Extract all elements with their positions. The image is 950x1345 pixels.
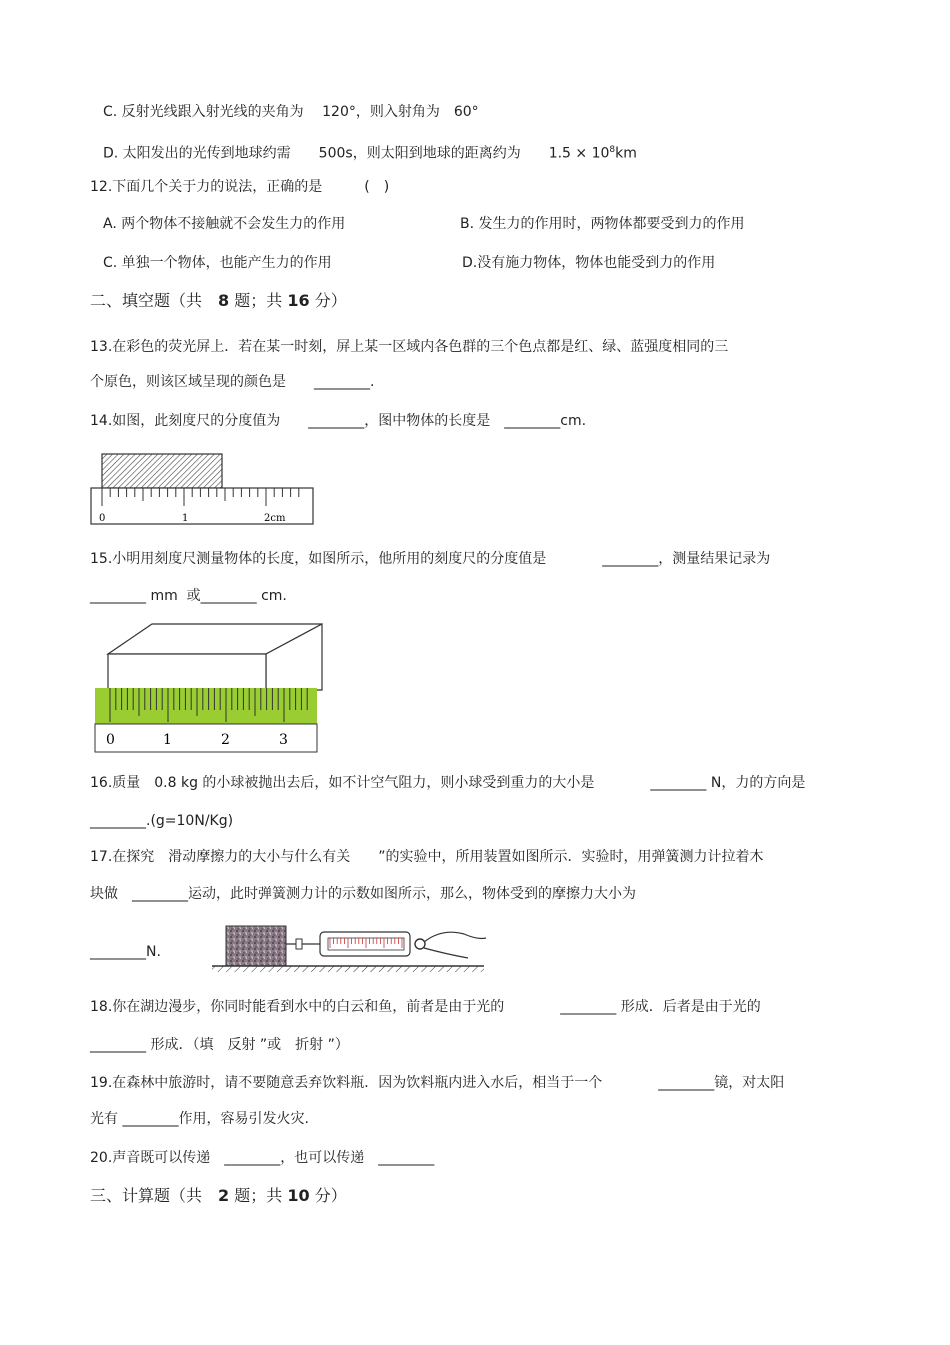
q17-line1: 17.在探究 滑动摩擦力的大小与什么有关 ”的实验中，所用装置如图所示．实验时，用弹簧测力计拉着木 <box>90 849 764 865</box>
q15-label-2: 2 <box>221 732 230 748</box>
section-heading-fill-in: 二、填空题（共 8 题；共 16 分） <box>90 291 347 310</box>
q11-option-d-text: D. 太阳发出的光传到地球约需 500s，则太阳到地球的距离约为 1.5 × 10 <box>103 145 610 162</box>
q15-ruler-figure <box>92 620 327 755</box>
q17-line2: 块做 ________运动，此时弹簧测力计的示数如图所示，那么，物体受到的摩擦力大小为 <box>90 886 636 902</box>
section-heading-calculation: 三、计算题（共 2 题；共 10 分） <box>90 1186 347 1205</box>
q17-wood-block <box>226 926 286 966</box>
q14-label-0: 0 <box>99 513 106 524</box>
q12-option-c: C. 单独一个物体，也能产生力的作用 <box>103 255 332 271</box>
q17-hand <box>424 932 486 942</box>
q11-unit: km <box>615 145 637 162</box>
q15-line2: ________ mm 或________ cm. <box>90 588 287 604</box>
q12-option-a: A. 两个物体不接触就不会发生力的作用 <box>103 216 346 232</box>
q14-stem: 14.如图，此刻度尺的分度值为 ________，图中物体的长度是 ________cm. <box>90 413 587 429</box>
q15-label-3: 3 <box>279 732 288 748</box>
q18-line2: ________ 形成．（填 反射 ”或 折射 ”） <box>90 1037 349 1053</box>
q14-ruler-figure <box>88 450 316 528</box>
q13-line2: 个原色，则该区域呈现的颜色是 ________. <box>90 374 375 390</box>
q15-line1: 15.小明用刻度尺测量物体的长度，如图所示，他所用的刻度尺的分度值是 ________，测量结果记录为 <box>90 551 771 567</box>
q15-label-0: 0 <box>106 732 115 748</box>
q11-option-c: C. 反射光线跟入射光线的夹角为 120°，则入射角为 60° <box>103 104 479 120</box>
q11-option-d <box>103 141 637 163</box>
q12-stem: 12.下面几个关于力的说法，正确的是 ( ) <box>90 179 390 195</box>
q17-friction-figure <box>212 918 487 974</box>
q15-box-front <box>108 654 266 690</box>
q17-line3: ________N. <box>90 944 161 960</box>
q16-line2: ________.(g=10N/Kg) <box>90 813 234 829</box>
q19-line1: 19.在森林中旅游时，请不要随意丢弃饮料瓶．因为饮料瓶内进入水后，相当于一个 ________镜，对太阳 <box>90 1075 785 1091</box>
q14-object <box>102 454 222 488</box>
q12-option-d: D.没有施力物体，物体也能受到力的作用 <box>462 255 716 271</box>
q11-exponent: 8 <box>609 145 616 155</box>
q12-option-b: B. 发生力的作用时，两物体都要受到力的作用 <box>460 216 745 232</box>
q15-label-1: 1 <box>163 732 172 748</box>
q14-label-2: 2cm <box>264 513 286 524</box>
q16-line1: 16.质量 0.8 kg 的小球被抛出去后，如不计空气阻力，则小球受到重力的大小是 ________ N，力的方向是 <box>90 775 806 791</box>
q20-stem: 20.声音既可以传递 ________，也可以传递 ________ <box>90 1150 435 1166</box>
q19-line2: 光有 ________作用，容易引发火灾. <box>90 1111 309 1127</box>
q14-label-1: 1 <box>182 513 189 524</box>
q13-line1: 13.在彩色的荧光屏上．若在某一时刻，屏上某一区域内各色群的三个色点都是红、绿、蓝强度相同的三 <box>90 339 729 355</box>
q18-line1: 18.你在湖边漫步，你同时能看到水中的白云和鱼，前者是由于光的 ________ 形成．后者是由于光的 <box>90 999 761 1015</box>
